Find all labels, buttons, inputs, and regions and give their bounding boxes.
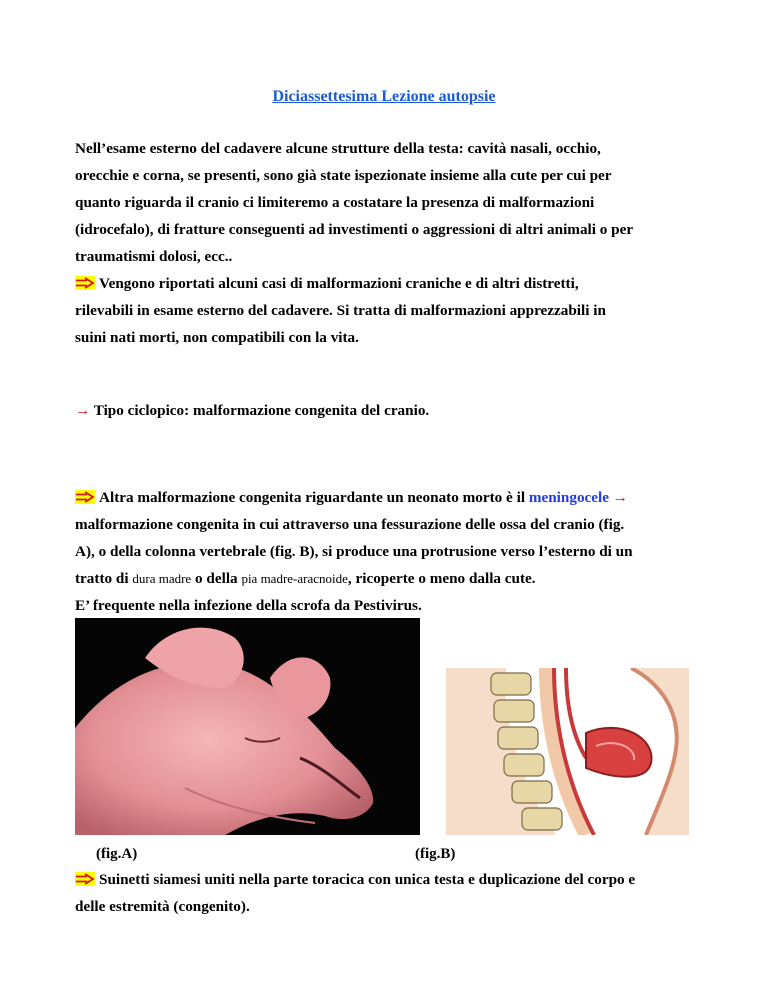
bullet-1-line-3: suini nati morti, non compatibili con la vita. [75, 329, 359, 346]
bullet-3-line-1: Suinetti siamesi uniti nella parte toracica con unica testa e duplicazione del corpo e [75, 866, 705, 893]
bullet-2-line-2: malformazione congenita in cui attraverso una fessurazione delle ossa del cranio (fig. [75, 516, 625, 533]
siamese-paragraph [75, 866, 705, 920]
bullet-2-line-4: tratto di dura madre o della pia madre-aracnoide, ricoperte o meno dalla cute. [75, 570, 536, 587]
cyclopic-item [75, 397, 705, 424]
intro-line: Nell’esame esterno del cadavere alcune strutture della testa: cavità nasali, occhio, [75, 140, 601, 157]
bullet-2-line-3: A), o della colonna vertebrale (fig. B), si produce una protrusione verso l’esterno di un [75, 543, 633, 560]
caption-fig-b: (fig.B) [415, 846, 456, 862]
right-arrow-icon: → [612, 489, 628, 506]
document-title[interactable]: Diciassettesima Lezione autopsie [272, 88, 496, 105]
bullet-2-line-1: Altra malformazione congenita riguardante un neonato morto è il meningocele → [75, 484, 705, 511]
intro-line: (idrocefalo), di fratture conseguenti ad investimenti o aggressioni di altri animali o per [75, 221, 634, 238]
bullet-1-line-2: rilevabili in esame esterno del cadavere. Si tratta di malformazioni apprezzabili in [75, 302, 606, 319]
bullet-1-line-1: Vengono riportati alcuni casi di malformazioni craniche e di altri distretti, [75, 270, 705, 297]
figure-b-spine-diagram [446, 668, 689, 835]
bullet-2-line-5: E’ frequente nella infezione della scrofa da Pestivirus. [75, 597, 422, 614]
bullet-3-line-2: delle estremità (congenito). [75, 898, 250, 915]
double-arrow-icon [75, 490, 95, 504]
intro-line: traumatismi dolosi, ecc.. [75, 248, 233, 265]
meningocele-keyword: meningocele [528, 489, 609, 506]
right-arrow-icon: → [75, 402, 91, 419]
figure-a-piglet-photo [75, 618, 420, 835]
caption-fig-a: (fig.A) [96, 846, 138, 862]
intro-line: quanto riguarda il cranio ci limiteremo a costatare la presenza di malformazioni [75, 194, 595, 211]
cyclopic-text: Tipo ciclopico: malformazione congenita del cranio. [93, 402, 430, 419]
intro-paragraph [75, 135, 705, 351]
meningocele-paragraph [75, 484, 705, 619]
double-arrow-icon [75, 872, 95, 886]
intro-line: orecchie e corna, se presenti, sono già state ispezionate insieme alla cute per cui per [75, 167, 612, 184]
double-arrow-icon [75, 276, 95, 290]
